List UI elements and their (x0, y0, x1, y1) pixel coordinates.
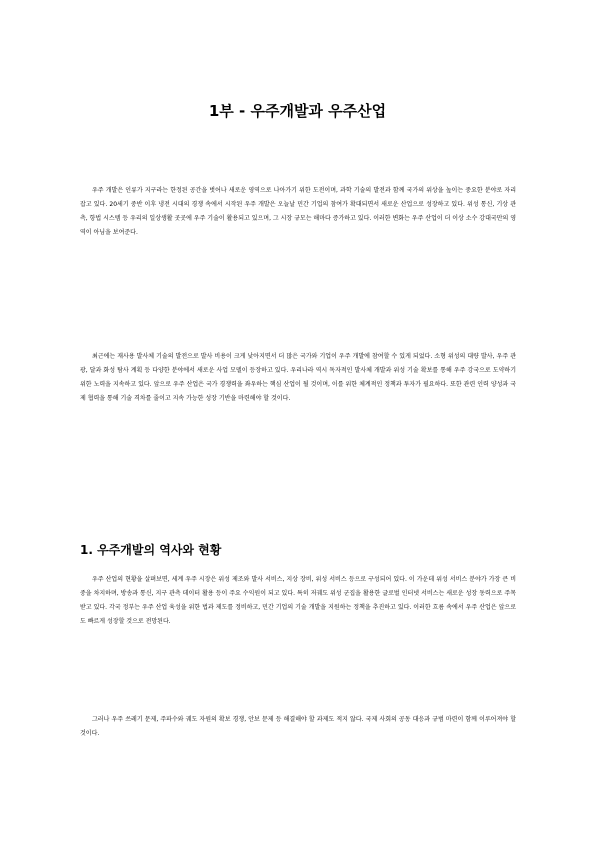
body-paragraph: 그러나 우주 쓰레기 문제, 주파수와 궤도 자원의 확보 경쟁, 안보 문제 등 해결해야 할 과제도 적지 않다. 국제 사회의 공동 대응과 규범 마련이 함께 이루어져야 할 것이다. (80, 716, 516, 737)
body-paragraph: 우주 산업의 현황을 살펴보면, 세계 우주 시장은 위성 제조와 발사 서비스, 지상 장비, 위성 서비스 등으로 구성되어 있다. 이 가운데 위성 서비스 분야가 가장 큰 비중을 차지하며, 방송과 통신, 지구 관측 데이터 활용 등이 주요 수익원이 되고 있다. 특히 저궤도 위성 군집을 활용한 글로벌 인터넷 서비스는 새로운 성장 동력으로 주목받고 있다. 각국 정부는 우주 산업 육성을 위한 법과 제도를 정비하고, 민간 기업의 기술 개발을 지원하는 정책을 추진하고 있다. 이러한 흐름 속에서 우주 산업은 앞으로도 빠르게 성장할 것으로 전망된다. (80, 576, 516, 625)
body-paragraph: 최근에는 재사용 발사체 기술의 발전으로 발사 비용이 크게 낮아지면서 더 많은 국가와 기업이 우주 개발에 참여할 수 있게 되었다. 소형 위성의 대량 발사, 우주 관광, 달과 화성 탐사 계획 등 다양한 분야에서 새로운 사업 모델이 등장하고 있다. 우리나라 역시 독자적인 발사체 개발과 위성 기술 확보를 통해 우주 강국으로 도약하기 위한 노력을 지속하고 있다. 앞으로 우주 산업은 국가 경쟁력을 좌우하는 핵심 산업이 될 것이며, 이를 위한 체계적인 정책과 투자가 필요하다. 또한 관련 인력 양성과 국제 협력을 통해 기술 격차를 줄이고 지속 가능한 성장 기반을 마련해야 할 것이다. (80, 353, 516, 402)
document-title: 1부 - 우주개발과 우주산업 (208, 102, 387, 120)
body-paragraph: 우주 개발은 인류가 지구라는 한정된 공간을 벗어나 새로운 영역으로 나아가기 위한 도전이며, 과학 기술의 발전과 함께 국가의 위상을 높이는 중요한 분야로 자리 잡고 있다. 20세기 중반 이후 냉전 시대의 경쟁 속에서 시작된 우주 개발은 오늘날 민간 기업의 참여가 확대되면서 새로운 산업으로 성장하고 있다. 위성 통신, 기상 관측, 항법 시스템 등 우리의 일상생활 곳곳에 우주 기술이 활용되고 있으며, 그 시장 규모는 해마다 증가하고 있다. 이러한 변화는 우주 산업이 더 이상 소수 강대국만의 영역이 아님을 보여준다. (80, 187, 516, 236)
section-heading: 1. 우주개발의 역사와 현황 (80, 543, 222, 557)
